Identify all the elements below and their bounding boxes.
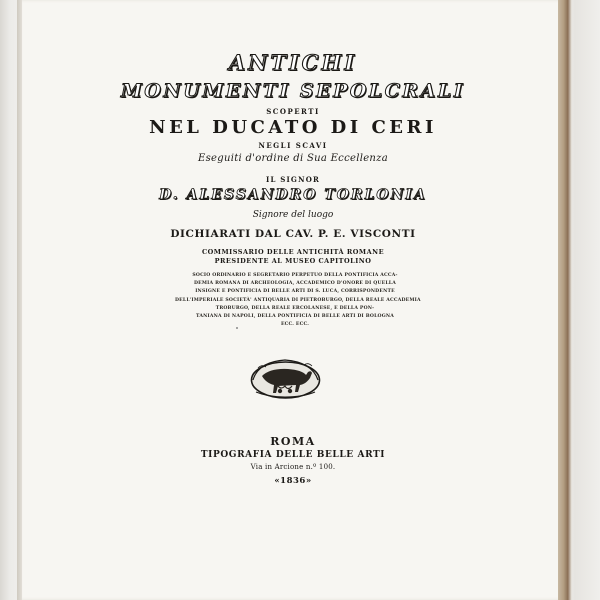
author-credentials bbox=[175, 272, 421, 329]
title-line-signore: Signore del luogo bbox=[252, 210, 334, 220]
credentials-line: ECC. ECC. bbox=[280, 322, 310, 328]
credentials-line: INSIGNE E PONTIFICIA DI BELLE ARTI DI S. LUCA, CORRISPONDENTE bbox=[195, 289, 395, 295]
credentials-line: DELL'IMPERIALE SOCIETÀ' ANTIQUARIA DI PIETROBURGO, DELLA REALE ACCADEMIA bbox=[175, 297, 421, 303]
imprint-printer: TIPOGRAFIA DELLE BELLE ARTI bbox=[200, 450, 386, 460]
imprint-address: Via in Arcione n.º 100. bbox=[250, 463, 336, 471]
imprint-city: ROMA bbox=[270, 435, 316, 448]
author-line: DICHIARATI DAL CAV. P. E. VISCONTI bbox=[170, 228, 416, 240]
ink-speck bbox=[236, 327, 238, 329]
title-page bbox=[22, 0, 564, 600]
author-role-2: PRESIDENTE AL MUSEO CAPITOLINO bbox=[214, 257, 372, 265]
author-role-1: COMMISSARIO DELLE ANTICHITÀ ROMANE bbox=[201, 248, 385, 256]
imprint-year: «1836» bbox=[274, 476, 312, 486]
title-line-torlonia: D. ALESSANDRO TORLONIA bbox=[159, 187, 427, 203]
title-line-ducato: NEL DUCATO DI CERI bbox=[149, 117, 437, 138]
credentials-line: SOCIO ORDINARIO E SEGRETARIO PERPETUO DELLA PONTIFICIA ACCA- bbox=[192, 273, 398, 278]
credentials-line: TANIANA DI NAPOLI, DELLA PONTIFICIA DI BELLE ARTI DI BOLOGNA bbox=[195, 314, 394, 320]
title-line-monumenti: MONUMENTI SEPOLCRALI bbox=[120, 80, 466, 102]
credentials-line: TROBURGO, DELLA REALE ERCOLANESE, E DELLA PON- bbox=[215, 305, 375, 311]
title-line-scoperti: SCOPERTI bbox=[266, 107, 320, 116]
title-line-signor: IL SIGNOR bbox=[265, 175, 321, 184]
she-wolf-vignette-icon bbox=[248, 350, 323, 402]
title-line-eseguiti: Eseguiti d'ordine di Sua Eccellenza bbox=[198, 153, 388, 164]
credentials-line: DEMIA ROMANA DI ARCHEOLOGIA, ACCADEMICO D'ONORE DI QUELLA bbox=[194, 281, 396, 287]
title-line-scavi: NEGLI SCAVI bbox=[258, 141, 328, 150]
title-line-antichi: ANTICHI bbox=[228, 50, 358, 75]
